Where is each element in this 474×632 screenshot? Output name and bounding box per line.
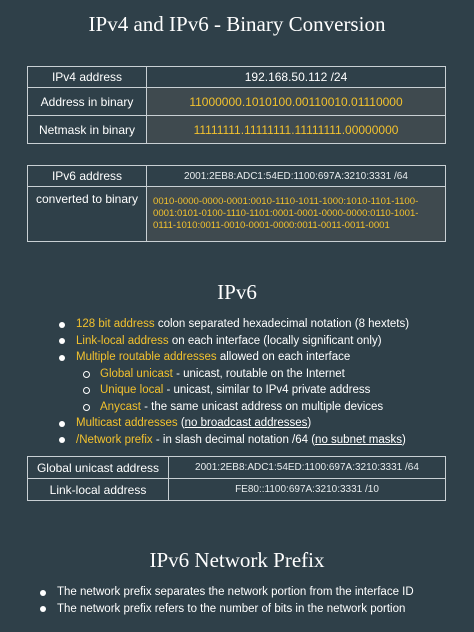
prefix-bullet-list: [57, 584, 414, 617]
list-item: [76, 316, 409, 333]
ipv4-table: [27, 66, 446, 144]
list-item: [76, 333, 409, 350]
bullet-highlight: /Network prefix: [76, 433, 153, 446]
bullet-icon: [59, 437, 65, 443]
bullet-text: allowed on each interface: [216, 351, 351, 363]
bullet-icon: [59, 421, 65, 427]
page-title: IPv4 and IPv6 - Binary Conversion: [88, 12, 386, 36]
bullet-text: The network prefix separates the network portion from the interface ID: [57, 586, 414, 598]
bullet-text: The network prefix refers to the number of bits in the network portion: [57, 602, 406, 615]
bullet-text: - unicast, similar to IPv4 private address: [163, 384, 371, 396]
list-item: [57, 601, 414, 618]
bullet-highlight: Anycast: [100, 400, 141, 413]
list-item: [57, 584, 414, 601]
bullet-text: - unicast, routable on the Internet: [172, 367, 345, 380]
list-item: [76, 432, 409, 449]
bullet-text: on each interface (locally significant only): [168, 334, 382, 347]
list-item: [100, 399, 409, 416]
bullet-highlight: Global unicast: [100, 367, 173, 380]
list-item: [100, 382, 409, 399]
list-item: [76, 415, 409, 432]
global-unicast-value: 2001:2EB8:ADC1:54ED:1100:697A:3210:3331 /64: [169, 457, 446, 479]
table-row: [28, 457, 446, 479]
global-unicast-label: Global unicast address: [28, 457, 169, 479]
converted-binary-value: 0010-0000-0000-0001:0010-1110-1011-1000:1010-1101-1100-0001:0101-0100-1110-1101:0001-0001-0000-0000:0110-1001-0111-1010:0011-0010-0001-0000:0011-0011-0011-0001: [147, 187, 446, 242]
table-row: [28, 67, 446, 88]
bullet-icon: [59, 322, 65, 328]
bullet-underlined: no subnet masks: [315, 433, 402, 446]
bullet-text: - the same unicast address on multiple devices: [140, 400, 384, 413]
link-local-label: Link-local address: [28, 479, 169, 501]
bullet-text: colon separated hexadecimal notation (8 hextets): [154, 318, 410, 330]
section-title-ipv6: IPv6: [217, 280, 257, 304]
ipv6-address-label: IPv6 address: [28, 166, 147, 187]
bullet-highlight: 128 bit address: [76, 318, 155, 330]
section-title-prefix: IPv6 Network Prefix: [149, 548, 325, 572]
list-item: [76, 349, 409, 366]
ipv6-types-table: [27, 456, 446, 501]
bullet-icon: [40, 606, 46, 612]
link-local-value: FE80::1100:697A:3210:3331 /10: [169, 479, 446, 501]
sub-bullet-icon: [83, 404, 90, 411]
bullet-text: ): [307, 417, 312, 429]
bullet-highlight: Link-local address: [76, 334, 169, 347]
converted-binary-label: converted to binary: [28, 187, 147, 242]
bullet-highlight: Unique local: [100, 384, 164, 396]
ipv6-table: [27, 165, 446, 242]
address-binary-label: Address in binary: [28, 88, 147, 116]
bullet-text: - in slash decimal notation /64 (: [152, 433, 316, 446]
bullet-icon: [59, 338, 65, 344]
address-binary-value: 11000000.1010100.00110010.01110000: [147, 88, 446, 116]
table-row: [28, 116, 446, 144]
netmask-binary-label: Netmask in binary: [28, 116, 147, 144]
ipv6-address-value: 2001:2EB8:ADC1:54ED:1100:697A:3210:3331 /64: [147, 166, 446, 187]
bullet-underlined: no broadcast addresses: [184, 417, 308, 429]
ipv4-address-label: IPv4 address: [28, 67, 147, 88]
table-row: [28, 88, 446, 116]
bullet-highlight: Multicast addresses: [76, 417, 178, 429]
ipv6-bullet-list: [76, 316, 409, 448]
sub-bullet-icon: [83, 371, 90, 378]
list-item: [100, 366, 409, 383]
sub-bullet-icon: [83, 387, 90, 394]
bullet-icon: [59, 355, 65, 361]
bullet-text: (: [177, 417, 185, 429]
bullet-icon: [40, 590, 46, 596]
netmask-binary-value: 11111111.11111111.11111111.00000000: [147, 116, 446, 144]
bullet-text: ): [401, 433, 406, 446]
bullet-highlight: Multiple routable addresses: [76, 351, 217, 363]
ipv4-address-value: 192.168.50.112 /24: [147, 67, 446, 88]
table-row: [28, 479, 446, 501]
table-row: [28, 187, 446, 242]
table-row: [28, 166, 446, 187]
